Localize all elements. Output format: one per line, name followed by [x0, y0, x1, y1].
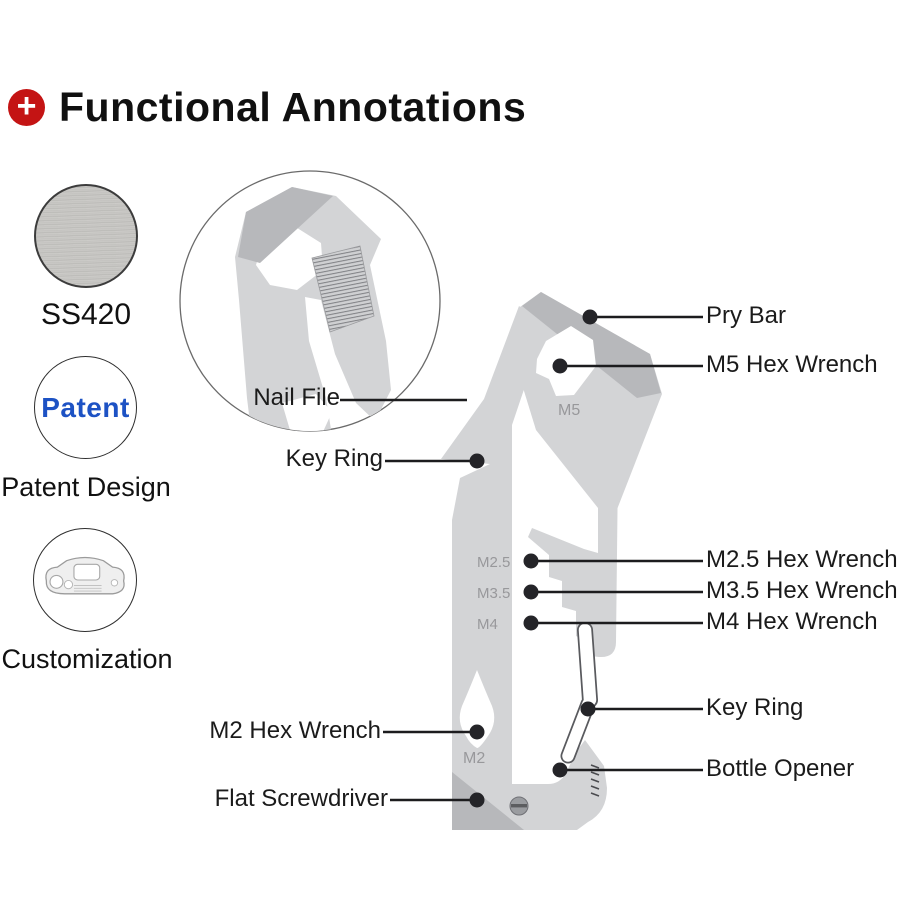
patent-badge	[34, 356, 137, 459]
ss420-material-swatch	[34, 184, 138, 288]
ss420-caption: SS420	[40, 298, 132, 331]
annotation-flat-screwdriver: Flat Screwdriver	[214, 784, 388, 812]
wire-gate	[568, 630, 590, 756]
annotation-m4-hex-wrench: M4 Hex Wrench	[706, 607, 878, 635]
annotation-m35-hex-wrench: M3.5 Hex Wrench	[706, 576, 898, 604]
customization-badge	[33, 528, 137, 632]
plus-icon: +	[8, 89, 45, 126]
tool-column	[528, 460, 618, 657]
engraving-m25: M2.5	[477, 554, 511, 571]
customization-tool-icon	[39, 551, 131, 609]
header	[8, 84, 526, 131]
customization-caption: Customization	[1, 644, 173, 674]
annotation-bottle-opener: Bottle Opener	[706, 754, 855, 782]
engraving-m2: M2	[463, 750, 486, 767]
patent-caption: Patent Design	[1, 472, 171, 502]
annotation-key-ring-right: Key Ring	[706, 693, 804, 721]
page-title: Functional Annotations	[59, 84, 527, 130]
annotation-nail-file: Nail File	[253, 383, 340, 411]
annotation-key-ring-left: Key Ring	[285, 444, 383, 472]
annotation-m25-hex-wrench: M2.5 Hex Wrench	[706, 545, 898, 573]
patent-badge-text: Patent	[41, 391, 130, 423]
engraving-m35: M3.5	[477, 585, 511, 602]
annotation-m2-hex-wrench: M2 Hex Wrench	[209, 716, 381, 744]
engraving-m5: M5	[558, 402, 581, 419]
screw	[510, 797, 528, 815]
annotation-pry-bar: Pry Bar	[706, 301, 787, 329]
magnifier-circle	[180, 171, 440, 472]
annotation-m5-hex-wrench: M5 Hex Wrench	[706, 350, 878, 378]
engraving-m4: M4	[477, 616, 498, 633]
